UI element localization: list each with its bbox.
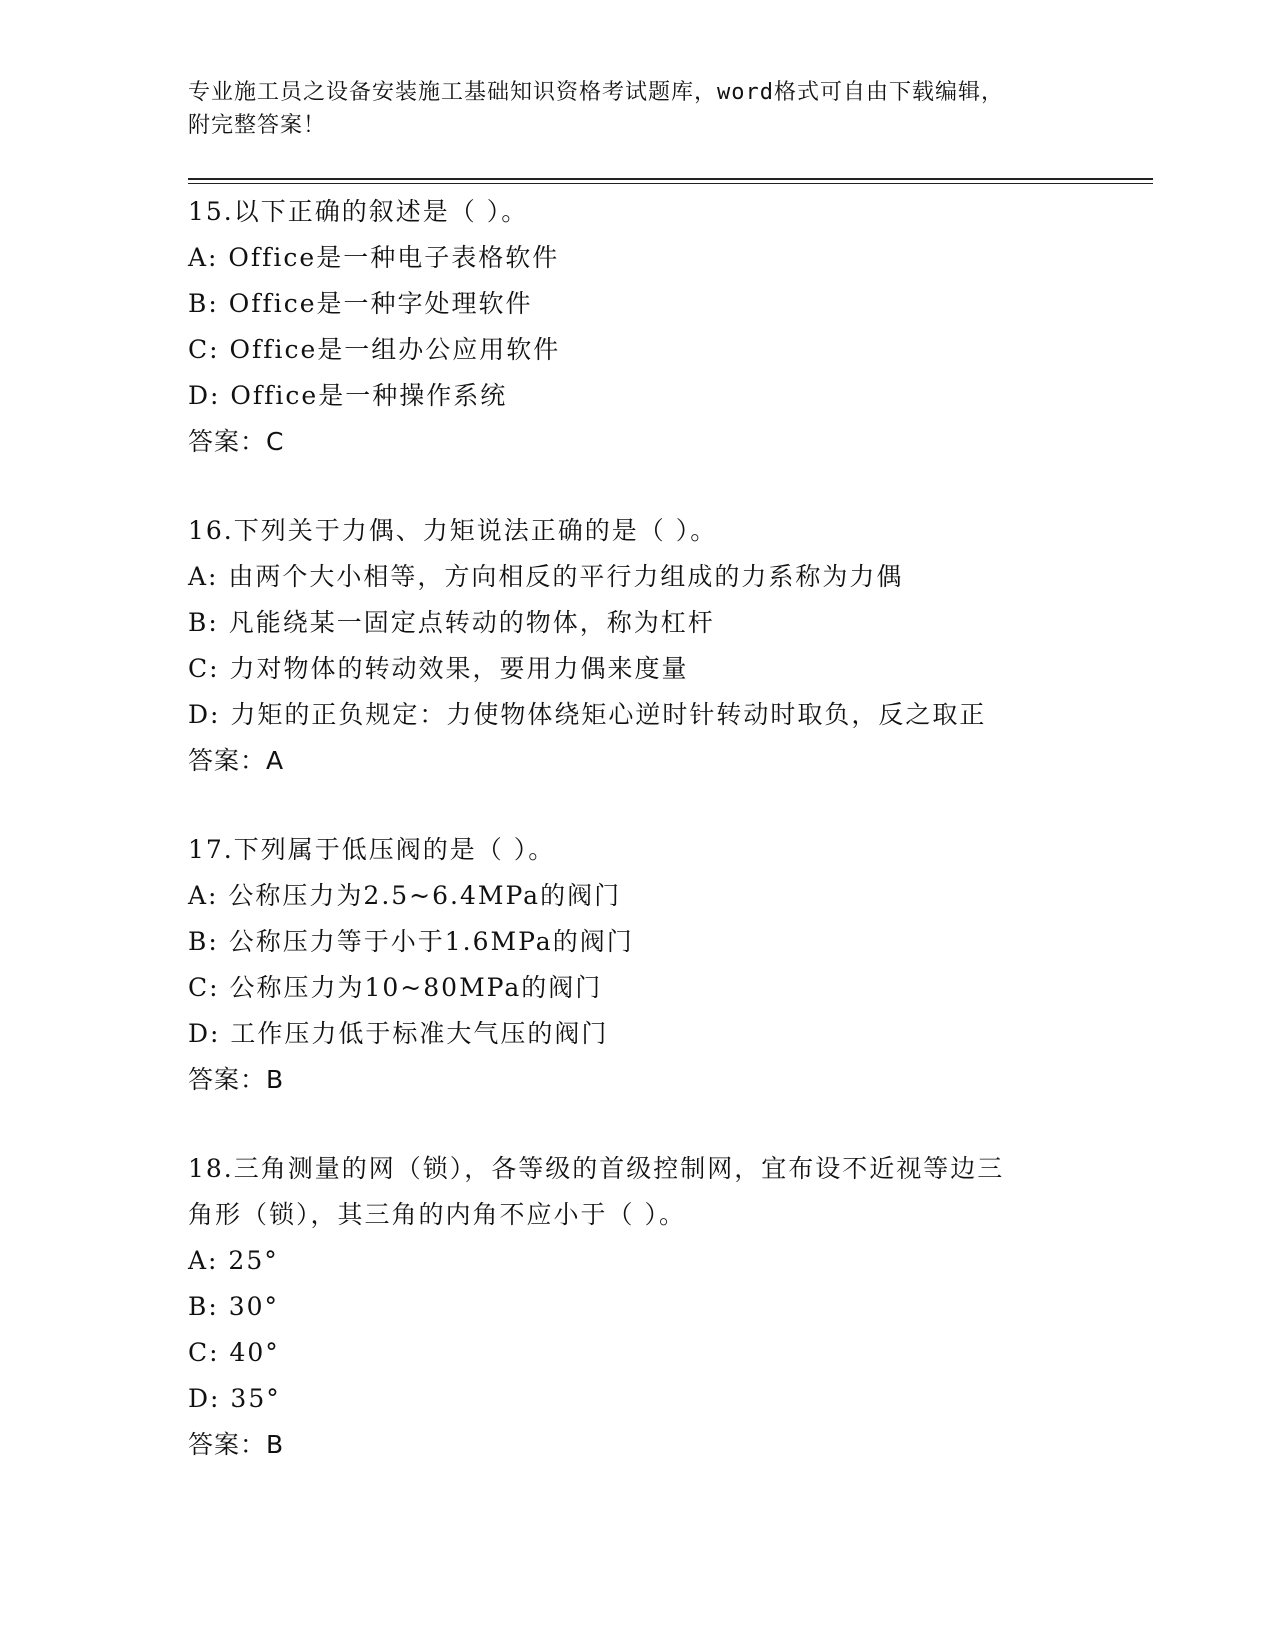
question-stem-line-1: 18.三角测量的网（锁），各等级的首级控制网，宜布设不近视等边三 — [188, 1154, 1005, 1183]
option-b: B: 30° — [188, 1292, 280, 1321]
option-b: B: Office是一种字处理软件 — [188, 289, 533, 318]
header-divider-thin — [188, 183, 1153, 184]
option-c: C: Office是一组办公应用软件 — [188, 335, 561, 364]
option-c: C: 力对物体的转动效果，要用力偶来度量 — [188, 654, 689, 683]
option-b: B: 凡能绕某一固定点转动的物体，称为杠杆 — [188, 608, 715, 637]
question-stem: 15.以下正确的叙述是（ ）。 — [188, 197, 529, 226]
answer-line: 答案：B — [188, 1065, 285, 1094]
header-divider-thick — [188, 178, 1153, 180]
question-stem: 16.下列关于力偶、力矩说法正确的是（ ）。 — [188, 516, 718, 545]
option-a: A: 由两个大小相等，方向相反的平行力组成的力系称为力偶 — [188, 562, 904, 591]
option-a: A: 25° — [188, 1246, 279, 1275]
question-stem: 17.下列属于低压阀的是（ ）。 — [188, 835, 556, 864]
option-c: C: 40° — [188, 1338, 280, 1367]
question-list — [188, 189, 1088, 1511]
question-stem-line-2: 角形（锁），其三角的内角不应小于（ ）。 — [188, 1200, 686, 1229]
header-line-2: 附完整答案！ — [188, 113, 327, 138]
option-a: A: 公称压力为2.5~6.4MPa的阀门 — [188, 881, 622, 910]
header-line-1: 专业施工员之设备安装施工基础知识资格考试题库，word格式可自由下载编辑， — [188, 80, 1004, 105]
option-d: D: 35° — [188, 1384, 281, 1413]
option-b: B: 公称压力等于小于1.6MPa的阀门 — [188, 927, 634, 956]
option-d: D: 力矩的正负规定：力使物体绕矩心逆时针转动时取负，反之取正 — [188, 700, 987, 729]
question-15 — [188, 189, 1088, 465]
option-d: D: Office是一种操作系统 — [188, 381, 508, 410]
option-a: A: Office是一种电子表格软件 — [188, 243, 560, 272]
question-16 — [188, 508, 1088, 784]
answer-line: 答案：A — [188, 746, 285, 775]
option-c: C: 公称压力为10~80MPa的阀门 — [188, 973, 603, 1002]
answer-line: 答案：B — [188, 1430, 285, 1459]
question-17 — [188, 827, 1088, 1103]
document-header — [188, 76, 1088, 142]
answer-line: 答案：C — [188, 427, 285, 456]
option-d: D: 工作压力低于标准大气压的阀门 — [188, 1019, 609, 1048]
question-18 — [188, 1146, 1088, 1468]
